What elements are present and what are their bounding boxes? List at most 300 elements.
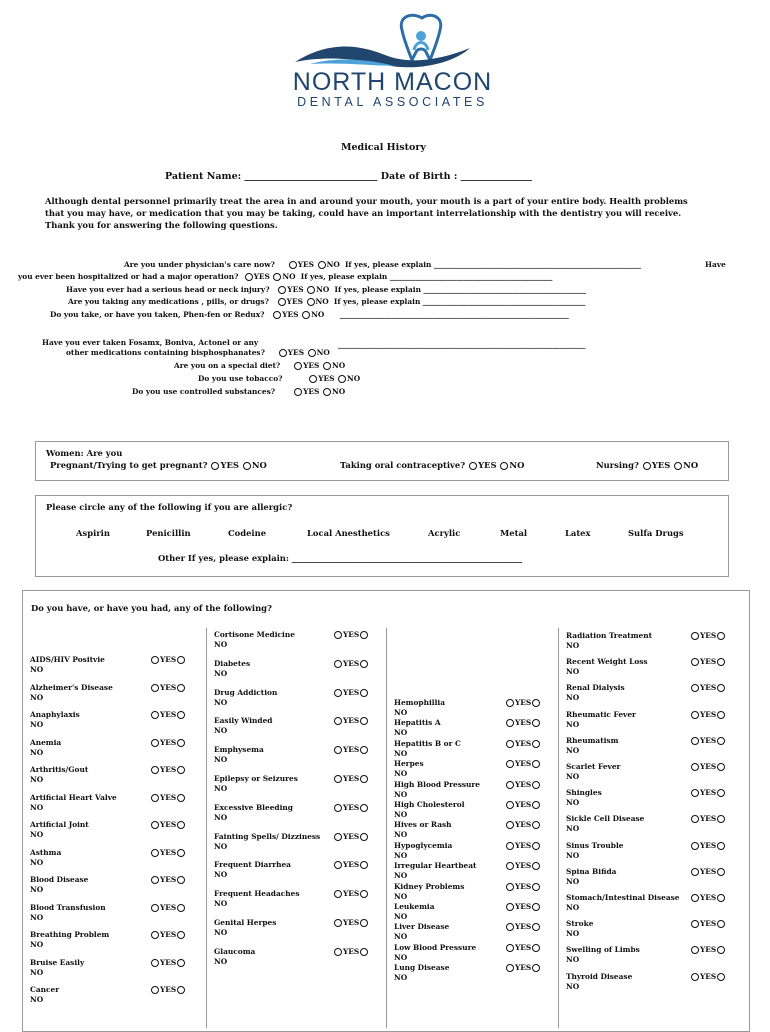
no-radio[interactable]: [360, 631, 368, 639]
no-label: NO: [30, 748, 44, 757]
column-divider: [206, 628, 207, 1028]
yes-radio[interactable]: [691, 658, 699, 666]
no-radio[interactable]: [323, 362, 331, 370]
yes-label: YES: [160, 683, 177, 692]
explain-line[interactable]: If yes, please explain ____________________________________________: [300, 272, 553, 281]
no-radio[interactable]: [717, 868, 725, 876]
no-radio[interactable]: [532, 964, 540, 972]
yes-label: YES: [700, 893, 717, 902]
no-label: NO: [311, 310, 325, 319]
allergy-item[interactable]: Local Anesthetics: [307, 528, 390, 538]
no-radio[interactable]: [243, 462, 251, 470]
allergy-item[interactable]: Acrylic: [428, 528, 461, 538]
no-radio[interactable]: [307, 298, 315, 306]
condition-label: Arthritis/Gout: [30, 765, 89, 774]
yes-radio[interactable]: [151, 876, 159, 884]
yes-radio[interactable]: [334, 689, 342, 697]
no-radio[interactable]: [360, 919, 368, 927]
yes-radio[interactable]: [151, 849, 159, 857]
allergy-item[interactable]: Sulfa Drugs: [628, 528, 684, 538]
no-radio[interactable]: [177, 794, 185, 802]
yes-label: YES: [160, 738, 177, 747]
yes-no-radios: [690, 919, 726, 929]
condition-row: [214, 630, 295, 650]
no-label: NO: [566, 667, 580, 676]
yes-radio[interactable]: [691, 815, 699, 823]
condition-row: [30, 655, 105, 675]
yes-no-radios: [150, 655, 186, 665]
yes-no-radios: [150, 738, 186, 748]
yes-radio[interactable]: [278, 298, 286, 306]
column-divider: [386, 628, 387, 1028]
yes-radio[interactable]: [334, 717, 342, 725]
yes-no-radios: [690, 841, 726, 851]
yes-radio[interactable]: [334, 775, 342, 783]
yes-radio[interactable]: [691, 973, 699, 981]
no-radio[interactable]: [360, 689, 368, 697]
no-radio[interactable]: [177, 876, 185, 884]
yes-radio[interactable]: [151, 904, 159, 912]
yes-label: YES: [160, 820, 177, 829]
no-radio[interactable]: [717, 737, 725, 745]
yes-label: YES: [700, 788, 717, 797]
condition-row: [394, 943, 476, 963]
condition-label: Diabetes: [214, 659, 251, 668]
intro-line-3: Thank you for answering the following questions.: [45, 220, 278, 230]
no-radio[interactable]: [717, 842, 725, 850]
question-label: you ever been hospitalized or had a major operation?: [18, 272, 239, 281]
yes-no-radios: [505, 759, 541, 769]
allergy-item[interactable]: Metal: [500, 528, 528, 538]
yes-radio[interactable]: [691, 763, 699, 771]
condition-row: [566, 945, 640, 965]
allergy-item[interactable]: Aspirin: [76, 528, 110, 538]
no-radio[interactable]: [532, 760, 540, 768]
no-radio[interactable]: [177, 959, 185, 967]
patient-line[interactable]: Patient Name: ____________________________ Date of Birth : _______________: [165, 171, 532, 182]
yes-radio[interactable]: [691, 868, 699, 876]
condition-label: Herpes: [394, 759, 424, 768]
condition-label: Scarlet Fever: [566, 762, 621, 771]
condition-label: High Blood Pressure: [394, 780, 481, 789]
yes-radio[interactable]: [151, 684, 159, 692]
yes-radio[interactable]: [506, 883, 514, 891]
yes-label: YES: [515, 759, 532, 768]
no-label: NO: [394, 749, 408, 758]
condition-label: Frequent Diarrhea: [214, 860, 291, 869]
yes-label: YES: [343, 947, 360, 956]
condition-row: [30, 765, 88, 785]
no-radio[interactable]: [532, 883, 540, 891]
yes-radio[interactable]: [691, 894, 699, 902]
yes-label: YES: [515, 780, 532, 789]
yes-label: YES: [343, 832, 360, 841]
no-label: NO: [30, 995, 44, 1004]
no-label: NO: [214, 698, 228, 707]
no-radio[interactable]: [360, 804, 368, 812]
yes-no-radios: [690, 788, 726, 798]
condition-label: Emphysema: [214, 745, 264, 754]
q-pregnant: [50, 460, 267, 470]
yes-radio[interactable]: [506, 903, 514, 911]
condition-row: [566, 893, 679, 913]
explain-line[interactable]: If yes, please explain ____________________________________________: [334, 285, 587, 294]
yes-label: YES: [287, 348, 305, 357]
condition-label: Anaphylaxis: [30, 710, 80, 719]
no-radio[interactable]: [360, 948, 368, 956]
yes-label: YES: [515, 922, 532, 931]
no-radio[interactable]: [717, 684, 725, 692]
yes-radio[interactable]: [643, 462, 651, 470]
yes-radio[interactable]: [309, 375, 317, 383]
yes-no-radios: [690, 867, 726, 877]
yes-label: YES: [282, 310, 299, 319]
yes-label: YES: [343, 918, 360, 927]
condition-label: Epilepsy or Seizures: [214, 774, 298, 783]
no-label: NO: [566, 746, 580, 755]
no-label: NO: [282, 272, 296, 281]
no-label: NO: [566, 824, 580, 833]
q-hospitalized: [18, 272, 552, 282]
yes-radio[interactable]: [506, 699, 514, 707]
yes-radio[interactable]: [151, 656, 159, 664]
q-phen-fen: [50, 310, 569, 320]
yes-radio[interactable]: [278, 286, 286, 294]
yes-label: YES: [343, 860, 360, 869]
condition-label: Hemophillia: [394, 698, 445, 707]
yes-radio[interactable]: [691, 946, 699, 954]
yes-no-radios: [690, 657, 726, 667]
no-label: NO: [214, 755, 228, 764]
yes-radio[interactable]: [334, 804, 342, 812]
brand-name: NORTH MACON: [292, 68, 493, 96]
yes-label: YES: [515, 739, 532, 748]
yes-no-radios: [150, 985, 186, 995]
yes-radio[interactable]: [506, 923, 514, 931]
no-radio[interactable]: [177, 684, 185, 692]
yes-radio[interactable]: [506, 740, 514, 748]
yes-radio[interactable]: [279, 349, 287, 357]
no-label: NO: [394, 728, 408, 737]
condition-row: [566, 841, 623, 861]
yes-radio[interactable]: [151, 794, 159, 802]
no-label: NO: [566, 772, 580, 781]
no-radio[interactable]: [273, 273, 281, 281]
no-label: NO: [566, 877, 580, 886]
yes-label: YES: [343, 803, 360, 812]
question-label: Nursing?: [596, 460, 639, 470]
condition-label: Lung Disease: [394, 963, 450, 972]
no-radio[interactable]: [717, 632, 725, 640]
no-radio[interactable]: [177, 986, 185, 994]
no-radio[interactable]: [532, 862, 540, 870]
yes-no-radios: [690, 814, 726, 824]
yes-radio[interactable]: [289, 261, 297, 269]
yes-no-radios: [505, 780, 541, 790]
yes-radio[interactable]: [691, 789, 699, 797]
condition-row: [214, 688, 277, 708]
yes-no-radios: [150, 930, 186, 940]
no-radio[interactable]: [717, 815, 725, 823]
yes-label: YES: [160, 655, 177, 664]
no-radio[interactable]: [177, 931, 185, 939]
no-radio[interactable]: [500, 462, 508, 470]
yes-label: YES: [515, 698, 532, 707]
yes-no-radios: [150, 875, 186, 885]
no-radio[interactable]: [360, 775, 368, 783]
yes-radio[interactable]: [334, 746, 342, 754]
no-radio[interactable]: [302, 311, 310, 319]
no-label: NO: [30, 858, 44, 867]
yes-radio[interactable]: [506, 842, 514, 850]
yes-label: YES: [343, 659, 360, 668]
yes-radio[interactable]: [506, 821, 514, 829]
condition-row: [30, 710, 80, 730]
allergy-item[interactable]: Codeine: [228, 528, 267, 538]
column-divider: [558, 628, 559, 1028]
no-radio[interactable]: [360, 660, 368, 668]
no-label: NO: [214, 842, 228, 851]
yes-radio[interactable]: [294, 362, 302, 370]
condition-label: Swelling of Limbs: [566, 945, 640, 954]
yes-no-radios: [333, 774, 369, 784]
conditions-heading: Do you have, or have you had, any of the following?: [31, 603, 272, 613]
yes-no-radios: [690, 762, 726, 772]
condition-row: [394, 882, 464, 902]
condition-row: [566, 657, 648, 677]
yes-no-radios: [333, 745, 369, 755]
no-label: NO: [251, 460, 267, 470]
condition-label: Hepatitis A: [394, 718, 441, 727]
no-label: NO: [30, 913, 44, 922]
no-radio[interactable]: [360, 717, 368, 725]
yes-label: YES: [160, 710, 177, 719]
condition-label: Leukemia: [394, 902, 435, 911]
yes-label: YES: [343, 630, 360, 639]
yes-label: YES: [651, 460, 671, 470]
no-radio[interactable]: [717, 973, 725, 981]
yes-no-radios: [150, 958, 186, 968]
no-radio[interactable]: [717, 920, 725, 928]
yes-radio[interactable]: [506, 781, 514, 789]
no-label: NO: [214, 899, 228, 908]
yes-no-radios: [690, 631, 726, 641]
yes-label: YES: [303, 361, 320, 370]
no-radio[interactable]: [177, 711, 185, 719]
no-radio[interactable]: [318, 261, 326, 269]
yes-radio[interactable]: [691, 711, 699, 719]
no-radio[interactable]: [532, 842, 540, 850]
yes-radio[interactable]: [691, 920, 699, 928]
yes-radio[interactable]: [151, 739, 159, 747]
no-radio[interactable]: [177, 904, 185, 912]
no-radio[interactable]: [360, 746, 368, 754]
no-radio[interactable]: [532, 923, 540, 931]
yes-radio[interactable]: [245, 273, 253, 281]
yes-radio[interactable]: [273, 311, 281, 319]
yes-radio[interactable]: [691, 632, 699, 640]
no-label: NO: [326, 260, 340, 269]
no-label: NO: [316, 348, 330, 357]
yes-no-radios: [505, 963, 541, 973]
no-label: NO: [30, 830, 44, 839]
condition-row: [214, 659, 250, 679]
yes-radio[interactable]: [506, 760, 514, 768]
no-label: NO: [214, 784, 228, 793]
no-label: NO: [214, 928, 228, 937]
condition-row: [394, 698, 445, 718]
no-label: NO: [30, 693, 44, 702]
no-label: NO: [394, 871, 408, 880]
no-radio[interactable]: [338, 375, 346, 383]
condition-label: Stroke: [566, 919, 594, 928]
condition-row: [566, 762, 620, 782]
allergy-item[interactable]: Penicillin: [146, 528, 191, 538]
condition-label: Kidney Problems: [394, 882, 465, 891]
no-radio[interactable]: [360, 861, 368, 869]
no-radio[interactable]: [177, 739, 185, 747]
yes-radio[interactable]: [469, 462, 477, 470]
allergy-heading: Please circle any of the following if you are allergic?: [46, 502, 293, 512]
yes-radio[interactable]: [691, 737, 699, 745]
yes-label: YES: [515, 841, 532, 850]
yes-radio[interactable]: [506, 801, 514, 809]
condition-row: [566, 919, 593, 939]
yes-no-radios: [690, 893, 726, 903]
yes-radio[interactable]: [691, 842, 699, 850]
yes-radio[interactable]: [151, 821, 159, 829]
yes-label: YES: [700, 762, 717, 771]
no-radio[interactable]: [532, 699, 540, 707]
no-radio[interactable]: [717, 789, 725, 797]
yes-radio[interactable]: [151, 766, 159, 774]
no-label: NO: [683, 460, 699, 470]
no-radio[interactable]: [177, 766, 185, 774]
no-radio[interactable]: [532, 719, 540, 727]
no-radio[interactable]: [717, 763, 725, 771]
explain-line[interactable]: If yes, please explain ____________________________________________: [333, 297, 586, 306]
no-label: NO: [394, 830, 408, 839]
no-label: NO: [566, 929, 580, 938]
no-label: NO: [30, 885, 44, 894]
fosamax-line[interactable]: ___________________________________________________________________: [338, 340, 586, 349]
no-radio[interactable]: [323, 388, 331, 396]
yes-radio[interactable]: [294, 388, 302, 396]
yes-radio[interactable]: [211, 462, 219, 470]
no-radio[interactable]: [360, 890, 368, 898]
yes-radio[interactable]: [334, 660, 342, 668]
no-label: NO: [566, 903, 580, 912]
yes-radio[interactable]: [334, 919, 342, 927]
no-label: NO: [347, 374, 361, 383]
yes-radio[interactable]: [506, 719, 514, 727]
condition-label: Alzheimer's Disease: [30, 683, 113, 692]
yes-label: YES: [515, 718, 532, 727]
question-label: Do you take, or have you taken, Phen-fen or Redux?: [50, 310, 265, 319]
yes-label: YES: [343, 688, 360, 697]
no-label: NO: [394, 708, 408, 717]
condition-label: Hypoglycemia: [394, 841, 453, 850]
yes-radio[interactable]: [506, 964, 514, 972]
no-radio[interactable]: [532, 801, 540, 809]
q-physician-care: [124, 260, 641, 270]
yes-radio[interactable]: [334, 890, 342, 898]
women-heading: Women: Are you: [46, 448, 123, 458]
yes-label: YES: [478, 460, 497, 470]
no-radio[interactable]: [717, 894, 725, 902]
condition-row: [214, 860, 291, 880]
yes-label: YES: [160, 793, 177, 802]
yes-radio[interactable]: [151, 959, 159, 967]
yes-radio[interactable]: [691, 684, 699, 692]
yes-radio[interactable]: [151, 986, 159, 994]
no-label: NO: [509, 460, 525, 470]
yes-no-radios: [505, 943, 541, 953]
q-fosamax-a: Have you ever taken Fosamx, Boniva, Actonel or any: [42, 338, 259, 347]
q-nursing: [596, 460, 698, 470]
condition-row: [30, 958, 84, 978]
yes-no-radios: [333, 803, 369, 813]
no-radio[interactable]: [307, 286, 315, 294]
condition-label: Irregular Heartbeat: [394, 861, 477, 870]
explain-line[interactable]: ______________________________________________________________: [339, 310, 569, 319]
yes-radio[interactable]: [334, 861, 342, 869]
condition-row: [30, 875, 88, 895]
condition-label: AIDS/HIV Positvie: [30, 655, 105, 664]
no-radio[interactable]: [360, 833, 368, 841]
no-radio[interactable]: [532, 781, 540, 789]
yes-no-radios: [505, 922, 541, 932]
yes-radio[interactable]: [506, 944, 514, 952]
yes-label: YES: [318, 374, 335, 383]
explain-line[interactable]: If yes, please explain ________________________________________________________: [344, 260, 641, 269]
condition-row: [566, 736, 618, 756]
yes-radio[interactable]: [334, 833, 342, 841]
condition-row: [214, 832, 320, 852]
condition-row: [214, 716, 272, 736]
no-radio[interactable]: [177, 656, 185, 664]
condition-label: High Cholesterol: [394, 800, 465, 809]
allergy-other[interactable]: Other If yes, please explain: _______________________________________________________: [158, 553, 523, 563]
no-radio[interactable]: [177, 849, 185, 857]
question-label: Have you ever had a serious head or neck injury?: [66, 285, 270, 294]
no-radio[interactable]: [532, 903, 540, 911]
no-radio[interactable]: [532, 821, 540, 829]
yes-radio[interactable]: [151, 931, 159, 939]
allergy-item[interactable]: Latex: [565, 528, 591, 538]
no-radio[interactable]: [177, 821, 185, 829]
no-radio[interactable]: [717, 946, 725, 954]
yes-label: YES: [343, 745, 360, 754]
no-radio[interactable]: [532, 944, 540, 952]
yes-radio[interactable]: [334, 948, 342, 956]
yes-radio[interactable]: [151, 711, 159, 719]
yes-no-radios: [505, 841, 541, 851]
no-radio[interactable]: [717, 711, 725, 719]
condition-label: Shingles: [566, 788, 602, 797]
yes-radio[interactable]: [334, 631, 342, 639]
yes-radio[interactable]: [506, 862, 514, 870]
no-radio[interactable]: [674, 462, 682, 470]
yes-label: YES: [515, 820, 532, 829]
condition-label: Liver Disease: [394, 922, 450, 931]
no-label: NO: [394, 912, 408, 921]
no-label: NO: [316, 285, 330, 294]
no-radio[interactable]: [532, 740, 540, 748]
no-radio[interactable]: [308, 349, 316, 357]
q-medications: [68, 297, 586, 307]
no-radio[interactable]: [717, 658, 725, 666]
